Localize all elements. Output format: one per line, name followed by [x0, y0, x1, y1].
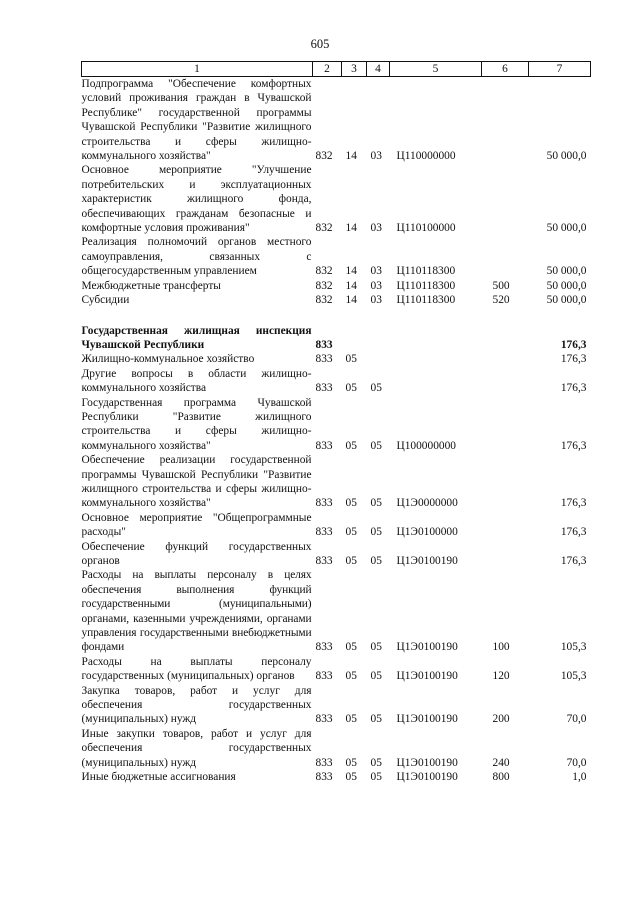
row-ministry-code: 833: [315, 526, 333, 539]
row-amount: 50 000,0: [546, 265, 587, 278]
row-section-code: 05: [345, 670, 357, 683]
table-row: [82, 655, 591, 684]
row-target-code: Ц1Э0100190: [396, 670, 458, 683]
table-row: [82, 367, 591, 396]
row-amount: 1,0: [572, 771, 587, 784]
row-target-code: Ц1Э0100190: [396, 713, 458, 726]
row-ministry-code: 832: [315, 265, 333, 278]
row-amount: 70,0: [566, 713, 587, 726]
table-row: [82, 684, 591, 727]
row-section-code: 05: [345, 382, 357, 395]
row-ministry-code: 832: [315, 150, 333, 163]
row-amount: 176,3: [560, 526, 587, 539]
row-expense-type: 200: [492, 713, 510, 726]
row-subsection-code: [367, 324, 390, 353]
row-section-code: 14: [345, 265, 357, 278]
table-row: [82, 770, 591, 784]
row-target-code: Ц110100000: [396, 222, 456, 235]
row-expense-type: [482, 540, 529, 569]
row-target-code: Ц1Э0100000: [396, 526, 458, 539]
row-name: Основное мероприятие "Общепрограммные расходы": [81, 511, 312, 539]
row-section-code: 05: [345, 641, 357, 654]
row-amount: 176,3: [560, 555, 587, 567]
row-section-code: 05: [345, 555, 357, 567]
column-header: 4: [367, 62, 390, 77]
row-target-code: Ц1Э0000000: [396, 497, 458, 510]
row-subsection-code: 03: [370, 279, 382, 292]
row-amount: 176,3: [560, 353, 587, 366]
spacer-cell: [82, 308, 591, 324]
row-subsection-code: 05: [370, 555, 382, 567]
table-row: [82, 235, 591, 278]
row-amount: 50 000,0: [546, 222, 587, 235]
row-target-code: Ц110118300: [396, 294, 456, 307]
row-ministry-code: 833: [315, 439, 333, 452]
row-target-code: [390, 324, 482, 353]
row-name: Обеспечение функций государственных органов: [81, 540, 312, 567]
row-section-code: 14: [345, 222, 357, 235]
row-expense-type: [482, 367, 529, 396]
column-header: 6: [482, 62, 529, 77]
row-section-code: [342, 324, 367, 353]
row-subsection-code: 05: [370, 497, 382, 510]
row-ministry-code: 833: [315, 771, 333, 784]
row-expense-type: [482, 352, 529, 366]
row-section-code: 05: [345, 497, 357, 510]
table-row: [82, 163, 591, 235]
table-row: [82, 352, 591, 366]
row-amount: 50 000,0: [546, 279, 587, 292]
row-section-code: 05: [345, 439, 357, 452]
row-ministry-code: 833: [315, 382, 333, 395]
header-row: [82, 62, 591, 77]
table-row: [82, 279, 591, 293]
row-name: Межбюджетные трансферты: [81, 279, 221, 292]
row-subsection-code: 05: [370, 670, 382, 683]
row-name: Расходы на выплаты персоналу государственных (муниципальных) органов: [81, 655, 312, 683]
row-amount: 50 000,0: [546, 294, 587, 307]
row-ministry-code: 833: [315, 713, 333, 726]
row-target-code: Ц110118300: [396, 279, 456, 292]
row-name: Другие вопросы в области жилищно-коммунального хозяйства: [81, 367, 312, 395]
row-subsection-code: 05: [370, 771, 382, 784]
row-section-code: 14: [345, 279, 357, 292]
row-name: Основное мероприятие "Улучшение потребительских и эксплуатационных характеристик жилищного фонда, обеспечивающих гражданам безопасные и комфортные условия проживания": [81, 164, 312, 235]
row-subsection-code: 05: [370, 756, 382, 769]
column-header: 7: [529, 62, 591, 77]
row-name: Обеспечение реализации государственной программы Чувашской Республики "Развитие жилищного строительства и сферы жилищно-коммунального хозяйства": [81, 454, 312, 510]
row-expense-type: [482, 453, 529, 511]
row-subsection-code: 05: [370, 713, 382, 726]
row-expense-type: [482, 235, 529, 278]
row-expense-type: [482, 396, 529, 454]
row-name: Государственная жилищная инспекция Чувашской Республики: [81, 324, 312, 351]
row-subsection-code: 05: [370, 382, 382, 395]
row-name: Государственная программа Чувашской Республики "Развитие жилищного строительства и сферы жилищно-коммунального хозяйства": [81, 396, 312, 452]
table-body: [82, 77, 591, 785]
row-spacer: [82, 308, 591, 324]
row-expense-type: 800: [492, 771, 510, 784]
row-subsection-code: 05: [370, 641, 382, 654]
budget-table: [81, 61, 591, 785]
row-section-code: 05: [345, 713, 357, 726]
table-row: [82, 77, 591, 164]
row-ministry-code: 833: [315, 756, 333, 769]
row-section-code: 05: [345, 526, 357, 539]
row-ministry-code: 832: [315, 294, 333, 307]
row-subsection-code: 05: [370, 526, 382, 539]
row-target-code: [390, 352, 482, 366]
row-amount: 105,3: [560, 641, 587, 654]
row-target-code: Ц1Э0100190: [396, 771, 458, 784]
row-subsection-code: 03: [370, 294, 382, 307]
row-subsection-code: 03: [370, 265, 382, 278]
row-subsection-code: 03: [370, 222, 382, 235]
row-ministry-code: 832: [315, 222, 333, 235]
row-ministry-code: 833: [315, 555, 333, 567]
row-target-code: Ц110118300: [396, 265, 456, 278]
table-row: [82, 396, 591, 454]
row-target-code: [390, 367, 482, 396]
row-ministry-code: 833: [315, 641, 333, 654]
row-ministry-code: 833: [315, 338, 333, 351]
row-target-code: Ц1Э0100190: [396, 756, 458, 769]
table-row: [82, 568, 591, 654]
page-number: 605: [310, 37, 330, 51]
row-ministry-code: 833: [315, 670, 333, 683]
row-amount: 176,3: [560, 497, 587, 510]
row-name: Закупка товаров, работ и услуг для обеспечения государственных (муниципальных) нужд: [81, 684, 312, 726]
row-amount: 50 000,0: [546, 150, 587, 163]
table-row: [82, 453, 591, 511]
row-amount: 105,3: [560, 670, 587, 683]
row-amount: 176,3: [560, 382, 587, 395]
row-expense-type: [482, 324, 529, 353]
row-subsection-code: 05: [370, 439, 382, 452]
row-amount: 176,3: [560, 338, 587, 351]
row-amount: 70,0: [566, 756, 587, 769]
row-expense-type: 500: [492, 279, 510, 292]
row-subsection-code: [367, 352, 390, 366]
row-section-code: 14: [345, 150, 357, 163]
row-name: Иные закупки товаров, работ и услуг для обеспечения государственных (муниципальных) нужд: [81, 727, 312, 769]
row-name: Иные бюджетные ассигнования: [81, 771, 236, 784]
row-name: Жилищно-коммунальное хозяйство: [81, 353, 255, 366]
row-ministry-code: 833: [315, 353, 333, 366]
column-header: 1: [82, 62, 313, 77]
row-expense-type: [482, 77, 529, 164]
column-header: 5: [390, 62, 482, 77]
row-expense-type: 520: [492, 294, 510, 307]
row-section-code: 05: [345, 771, 357, 784]
table-row: [82, 727, 591, 770]
row-name: Расходы на выплаты персоналу в целях обеспечения выполнения функций государственными (муниципальными) органами, казенными учреждениями, органами управления государственными внебюджетными фондами: [81, 569, 312, 654]
row-ministry-code: 833: [315, 497, 333, 510]
row-target-code: Ц110000000: [396, 150, 456, 163]
row-expense-type: 100: [492, 641, 510, 654]
table-header: [82, 62, 591, 77]
row-target-code: Ц100000000: [396, 439, 456, 452]
row-name: Подпрограмма "Обеспечение комфортных условий проживания граждан в Чувашской Республике" государственной программы Чувашской Республики "Развитие жилищного строительства и сферы жилищно-коммунального хозяйства": [81, 78, 312, 163]
row-section-code: 05: [345, 353, 357, 366]
column-header: 2: [313, 62, 342, 77]
row-expense-type: 240: [492, 756, 510, 769]
row-target-code: Ц1Э0100190: [396, 555, 458, 567]
row-name: Реализация полномочий органов местного самоуправления, связанных с общегосударственным управлением: [81, 236, 312, 278]
row-subsection-code: 03: [370, 150, 382, 163]
table-row: [82, 293, 591, 307]
row-expense-type: 120: [492, 670, 510, 683]
row-section-code: 14: [345, 294, 357, 307]
table-row: [82, 511, 591, 540]
row-section-code: 05: [345, 756, 357, 769]
row-expense-type: [482, 163, 529, 235]
row-target-code: Ц1Э0100190: [396, 641, 458, 654]
row-name: Субсидии: [81, 294, 130, 307]
row-amount: 176,3: [560, 439, 587, 452]
column-header: 3: [342, 62, 367, 77]
row-expense-type: [482, 511, 529, 540]
row-ministry-code: 832: [315, 279, 333, 292]
table-row-section-heading: [82, 324, 591, 353]
table-row: [82, 540, 591, 569]
